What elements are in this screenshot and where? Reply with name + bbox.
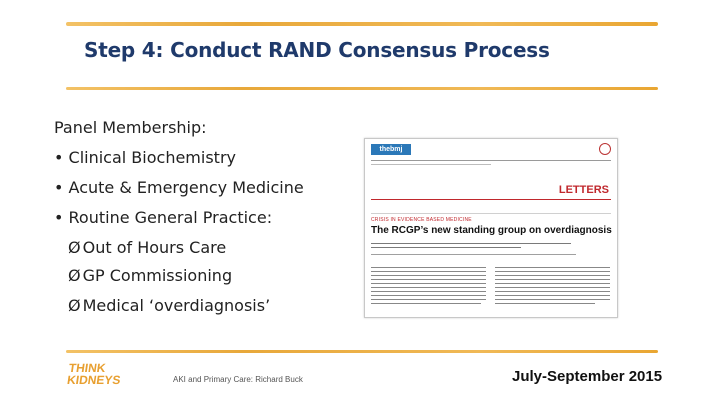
top-decorative-stroke	[66, 22, 658, 26]
sub-bullet-label: GP Commissioning	[82, 266, 233, 285]
text-line	[371, 247, 521, 248]
text-line	[371, 287, 486, 288]
article-tag: CRISIS IN EVIDENCE BASED MEDICINE	[371, 217, 472, 223]
text-line	[495, 279, 610, 280]
text-line	[371, 303, 481, 304]
slide-title: Step 4: Conduct RAND Consensus Process	[84, 38, 550, 62]
text-line	[371, 275, 486, 276]
text-line	[495, 295, 610, 296]
red-rule	[371, 199, 611, 200]
text-line	[495, 299, 610, 300]
text-line	[371, 243, 571, 244]
arrow-bullet-icon: Ø	[68, 296, 81, 315]
article-headline: The RCGP’s new standing group on overdiagnosis	[371, 225, 612, 236]
text-line	[495, 283, 610, 284]
logo-line-think: THINK	[67, 361, 107, 375]
text-line	[371, 295, 486, 296]
text-line	[495, 267, 610, 268]
bullet-clinical-biochemistry: • Clinical Biochemistry	[54, 148, 236, 167]
bullet-routine-general-practice: • Routine General Practice:	[54, 208, 273, 227]
think-kidneys-logo	[66, 362, 123, 386]
title-underline-stroke	[66, 87, 658, 90]
text-line	[371, 254, 576, 255]
text-line	[371, 267, 486, 268]
text-line	[495, 287, 610, 288]
sub-bullet-out-of-hours	[68, 238, 226, 257]
text-line	[495, 291, 610, 292]
logo-line-kidneys: KIDNEYS	[66, 373, 122, 387]
arrow-bullet-icon: Ø	[68, 238, 81, 257]
text-line	[371, 213, 611, 214]
text-line	[371, 291, 486, 292]
text-line	[371, 160, 611, 161]
panel-membership-heading: Panel Membership:	[54, 118, 207, 137]
text-line	[495, 271, 610, 272]
presenter-footer: AKI and Primary Care: Richard Buck	[173, 375, 303, 384]
date-range: July-September 2015	[512, 368, 663, 385]
text-line	[495, 303, 595, 304]
sub-bullet-overdiagnosis	[68, 296, 270, 315]
text-line	[371, 279, 486, 280]
bmj-logo: thebmj	[371, 144, 411, 155]
arrow-bullet-icon: Ø	[68, 266, 81, 285]
text-line	[371, 283, 486, 284]
bmj-letter-image	[364, 138, 618, 318]
sub-bullet-label: Medical ‘overdiagnosis’	[82, 296, 271, 315]
text-line	[371, 164, 491, 165]
sub-bullet-label: Out of Hours Care	[82, 238, 227, 257]
text-line	[495, 275, 610, 276]
text-line	[371, 271, 486, 272]
bullet-acute-emergency-medicine: • Acute & Emergency Medicine	[54, 178, 304, 197]
text-line	[371, 299, 486, 300]
bottom-decorative-stroke	[66, 350, 658, 353]
sub-bullet-gp-commissioning	[68, 266, 232, 285]
bmj-seal-icon	[599, 143, 611, 155]
letters-heading: LETTERS	[558, 184, 609, 196]
